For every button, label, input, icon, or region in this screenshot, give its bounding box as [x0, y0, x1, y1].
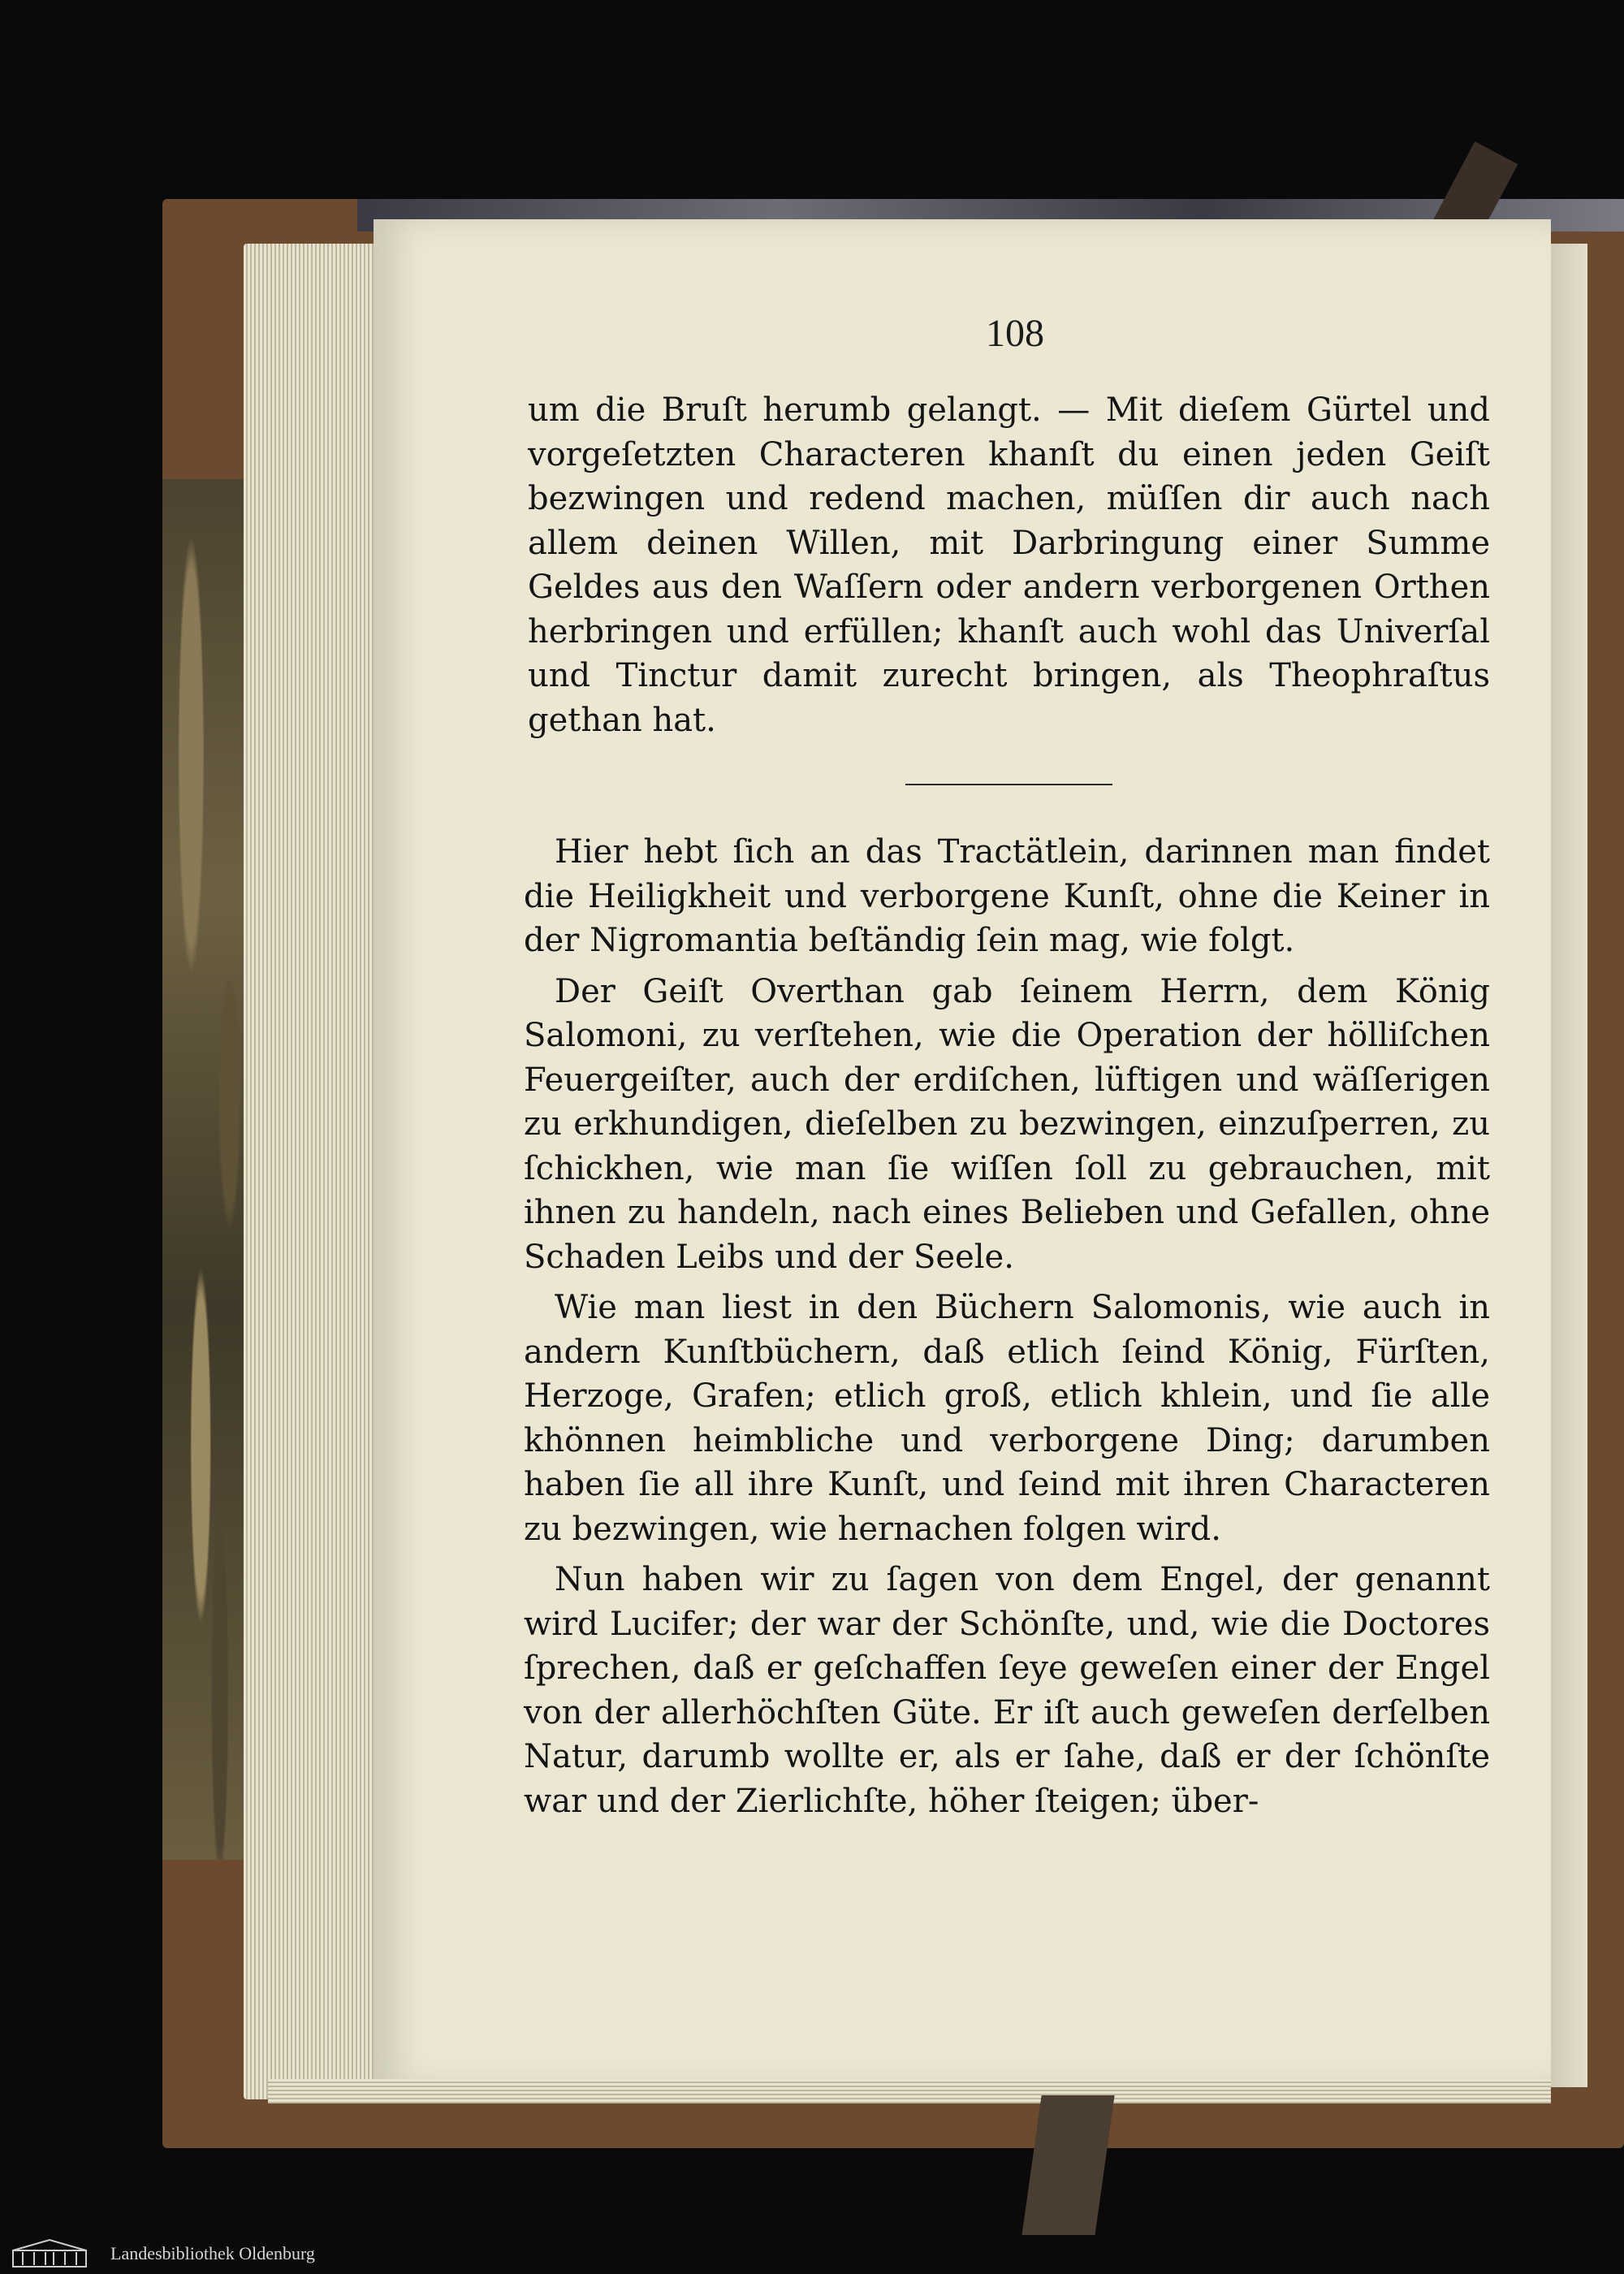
main-text [524, 830, 1490, 1830]
text-paragraph: Der Geiſt Overthan gab ſeinem Herrn, dem König Salomoni, zu verſtehen, wie die Operation der hölliſchen Feuergeiſter, auch der erdiſchen, lüftigen und wäſſerigen zu erkhundigen, dieſelben zu bezwingen, einzuſperren, zu ſchickhen, wie man ſie wiſſen ſoll zu gebrauchen, mit ihnen zu handeln, nach eines Belieben und Gefallen, ohne Schaden Leibs und der Seele. [524, 972, 1490, 1276]
page-stack-bottom [268, 2079, 1551, 2103]
page-stack-left [244, 244, 390, 2099]
continuation-paragraph [528, 388, 1490, 749]
text-paragraph: Nun haben wir zu ſagen von dem Engel, der genannt wird Lucifer; der war der Schönſte, und, wie die Doctores ſprechen, daß er geſchaffen ſeye geweſen einer der Engel von der allerhöchſten Güte. Er iſt auch geweſen derſelben Natur, darumb wollte er, als er ſahe, daß er der ſchönſte war und der Zierlichſte, höher ſteigen; über- [524, 1561, 1490, 1820]
facing-page-edge [1551, 244, 1587, 2087]
text-paragraph: Wie man liest in den Büchern Salomonis, wie auch in andern Kunſtbüchern, daß etlich ſeind König, Fürſten, Herzoge, Grafen; etlich groß, etlich khlein, und ſie alle khönnen heimbliche und verborgene Ding; darumben haben ſie all ihre Kunſt, und ſeind mit ihren Characteren zu bezwingen, wie hernachen folgen wird. [524, 1289, 1490, 1548]
library-building-icon [10, 2237, 89, 2270]
text-paragraph: Hier hebt ſich an das Tractätlein, darinnen man findet die Heiligkheit und verborgene Kunſt, ohne die Keiner in der Nigromantia beſtändig ſein mag, wie folgt. [524, 833, 1490, 959]
page-number: 108 [986, 312, 1044, 355]
library-name: Landesbibliothek Oldenburg [110, 2243, 315, 2263]
text-paragraph: um die Bruſt herumb gelangt. — Mit dieſem Gürtel und vorgeſetzten Characteren khanſt du einen jeden Geiſt bezwingen und redend machen, müſſen dir auch nach allem deinen Willen, mit Darbringung einer Summe Geldes aus den Waſſern oder andern verborgenen Orthen herbringen und erfüllen; khanſt auch wohl das Univerſal und Tinctur damit zurecht bringen, als Theophraſtus gethan hat. [528, 391, 1490, 739]
section-divider [905, 784, 1112, 785]
